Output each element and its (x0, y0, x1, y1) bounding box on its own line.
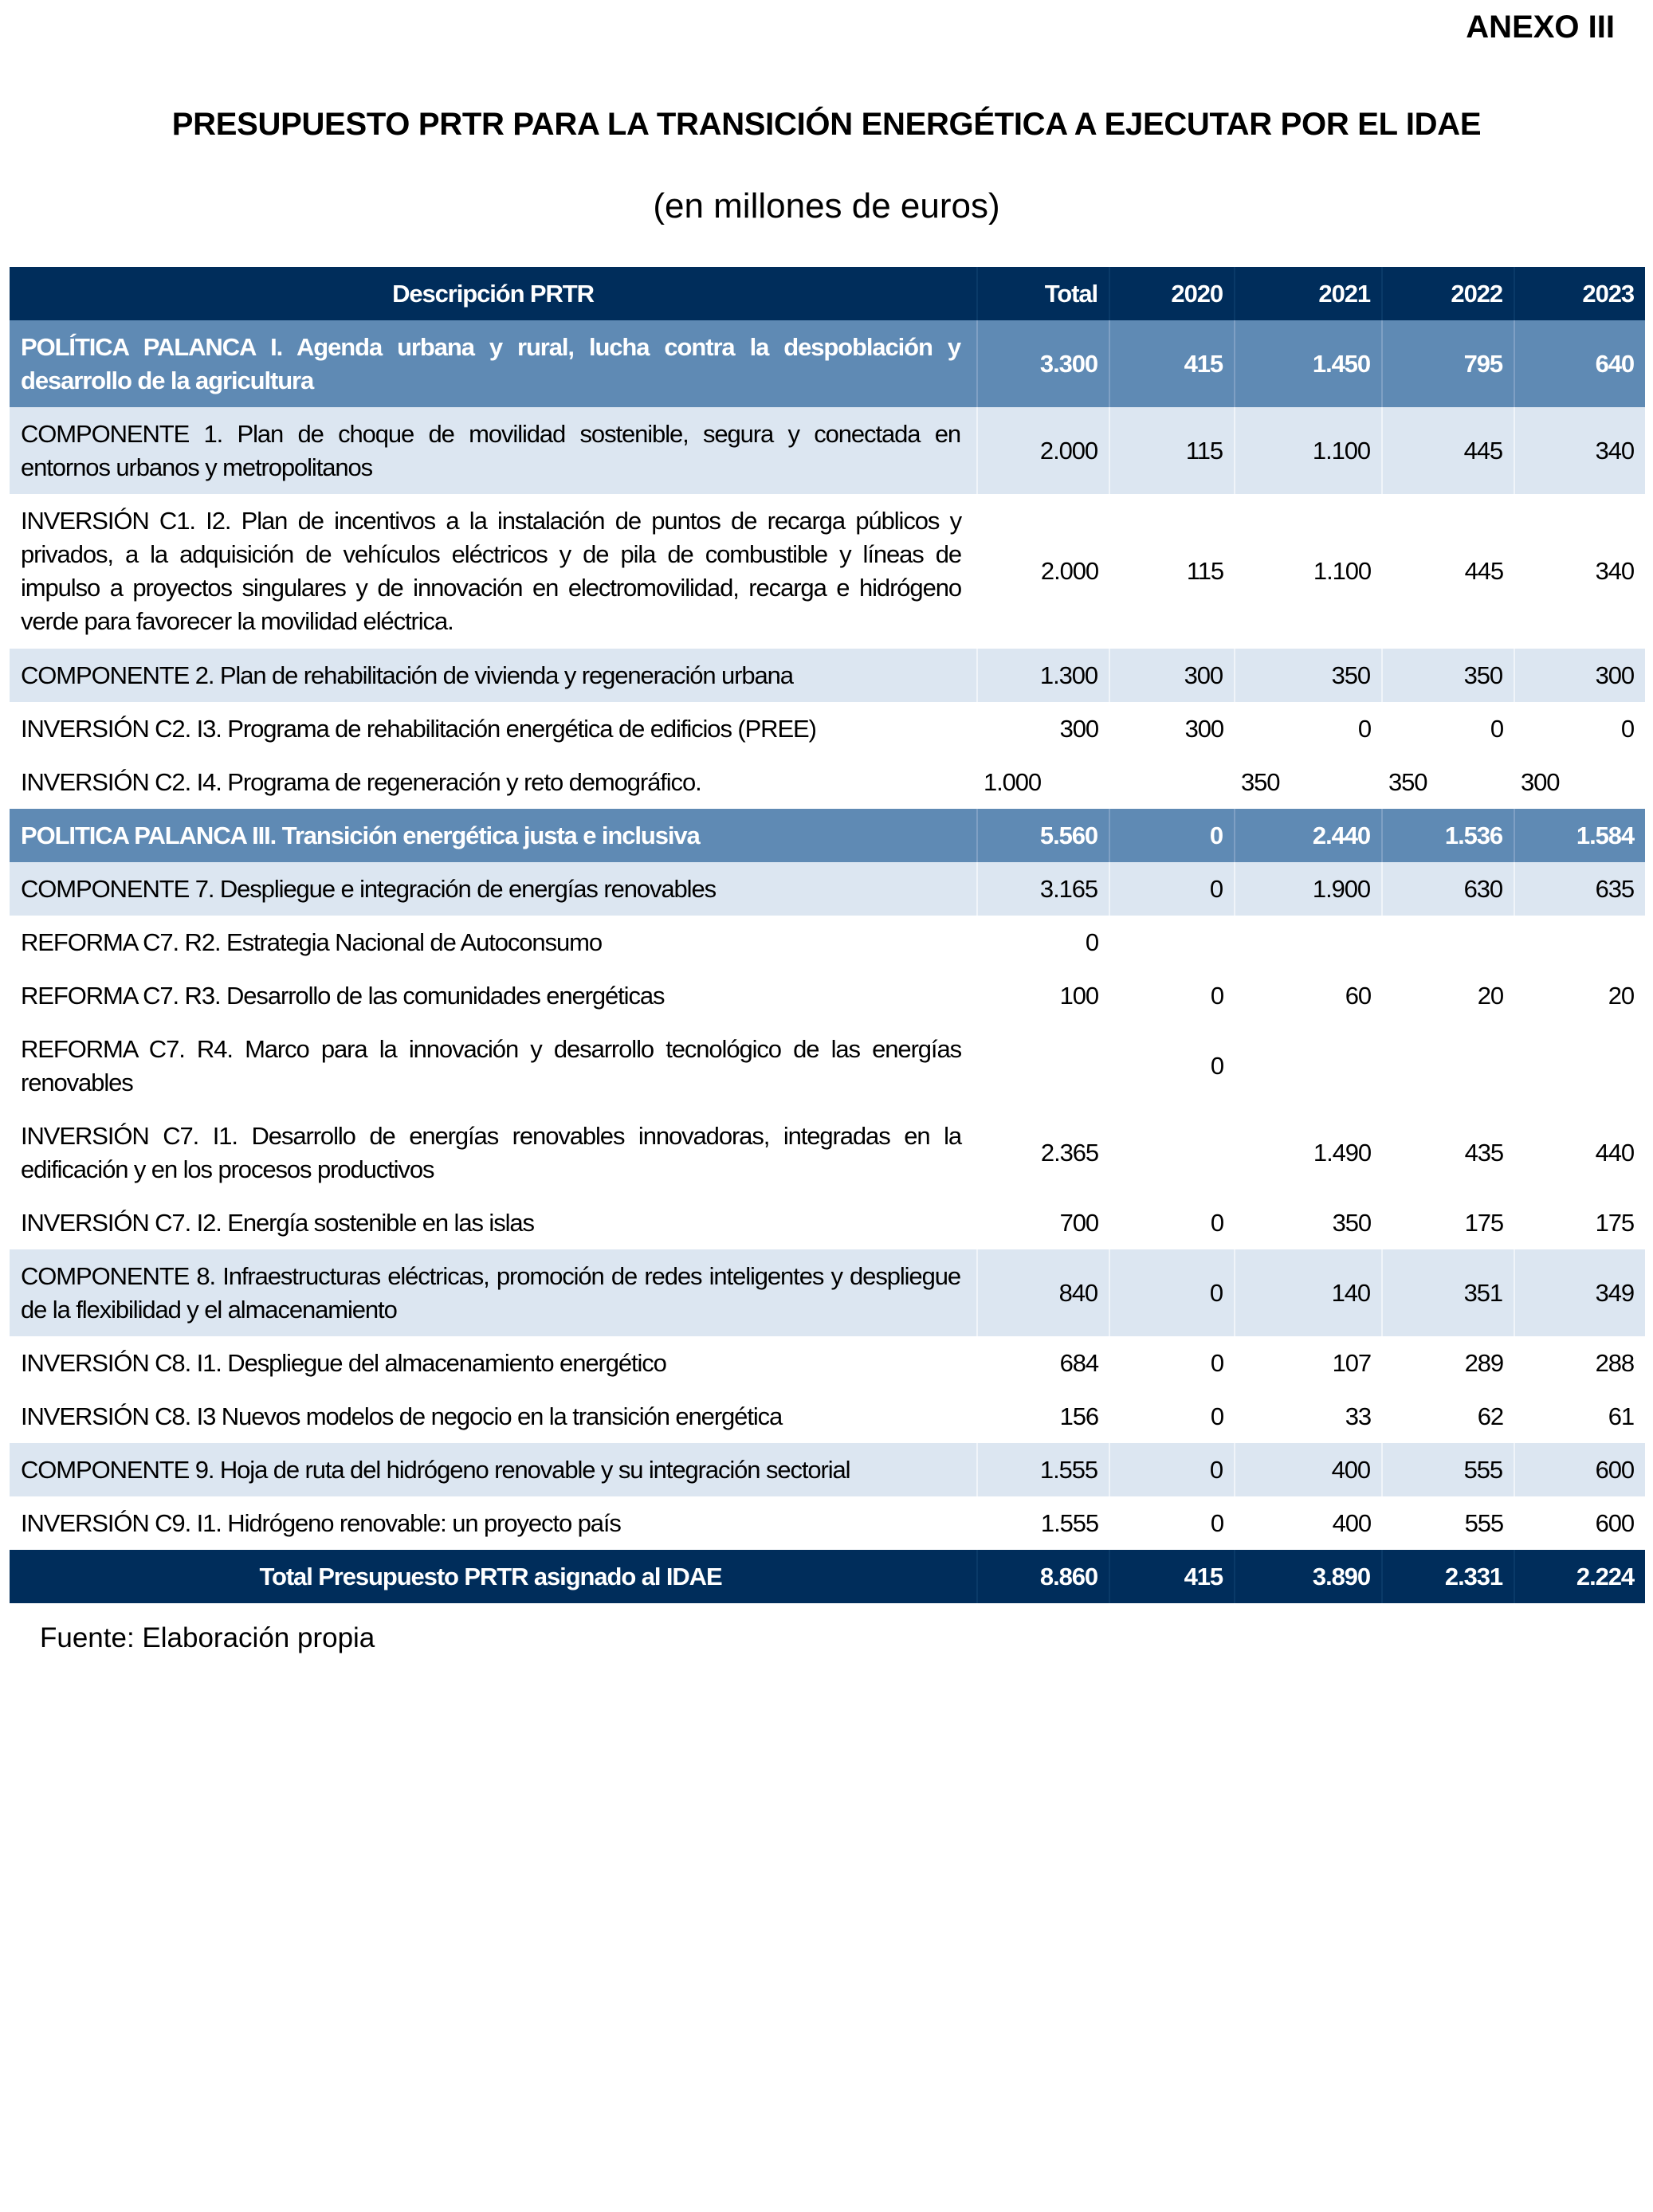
value-2023: 2.224 (1514, 1550, 1645, 1603)
budget-table (10, 267, 1645, 1603)
row-description: REFORMA C7. R4. Marco para la innovación y desarrollo tecnológico de las energías renovables (21, 1034, 961, 1096)
row-description: INVERSIÓN C8. I3 Nuevos modelos de negocio en la transición energética (21, 1402, 783, 1430)
value-2021: 60 (1345, 981, 1371, 1010)
value-2020: 0 (1109, 862, 1235, 916)
row-description: INVERSIÓN C2. I4. Programa de regeneración y reto demográfico. (21, 767, 701, 796)
value-total: 2.000 (1040, 557, 1098, 585)
total-row (10, 1550, 1645, 1603)
table-row (10, 1196, 1645, 1249)
value-2022: 1.536 (1382, 809, 1514, 862)
header-total: Total (977, 267, 1109, 320)
row-description: COMPONENTE 7. Despliegue e integración de energías renovables (10, 862, 977, 916)
table-header-row (10, 267, 1645, 320)
value-2022: 555 (1464, 1508, 1503, 1537)
value-2022: 350 (1388, 767, 1427, 796)
value-total: 684 (1059, 1348, 1098, 1377)
value-2022: 2.331 (1382, 1550, 1514, 1603)
value-2021: 1.100 (1313, 557, 1371, 585)
value-total: 156 (1059, 1402, 1098, 1430)
source-note: Fuente: Elaboración propia (40, 1622, 375, 1653)
value-2020: 0 (1210, 1402, 1223, 1430)
row-description: INVERSIÓN C7. I1. Desarrollo de energías renovables innovadoras, integradas en la edificación y en los procesos productivos (21, 1121, 961, 1183)
value-2020: 0 (1210, 1508, 1223, 1537)
table-row (10, 702, 1645, 755)
value-2023: 300 (1514, 649, 1645, 702)
value-2022: 351 (1382, 1249, 1514, 1336)
table-row (10, 649, 1645, 702)
table-row (10, 916, 1645, 969)
value-2020: 300 (1109, 649, 1235, 702)
value-2023: 300 (1521, 767, 1560, 796)
table-row (10, 1022, 1645, 1109)
value-total (977, 1022, 1109, 1109)
value-total: 3.300 (977, 320, 1109, 407)
header-description: Descripción PRTR (10, 267, 977, 320)
value-2023 (1514, 1022, 1645, 1109)
value-2023: 600 (1595, 1508, 1634, 1537)
row-description: INVERSIÓN C8. I1. Despliegue del almacenamiento energético (21, 1348, 666, 1377)
value-2022: 445 (1464, 557, 1503, 585)
table-row (10, 320, 1645, 407)
value-2021 (1235, 1022, 1382, 1109)
table-row (10, 1496, 1645, 1550)
value-2021: 107 (1332, 1348, 1371, 1377)
value-2021 (1235, 916, 1382, 969)
row-description: INVERSIÓN C1. I2. Plan de incentivos a la instalación de puntos de recarga públicos y privados, a la adquisición de vehículos eléctricos y de pila de combustible y líneas de impulso a proyectos singulares y de innovación en electromovilidad, recarga e hidrógeno verde para favorecer la movilidad eléctrica. (21, 507, 961, 635)
value-2021: 1.450 (1235, 320, 1382, 407)
table-row (10, 969, 1645, 1022)
table-row (10, 1249, 1645, 1336)
table-row (10, 407, 1645, 494)
value-2023: 440 (1595, 1138, 1634, 1167)
value-2023: 635 (1514, 862, 1645, 916)
value-2020: 0 (1109, 809, 1235, 862)
value-2023: 600 (1514, 1443, 1645, 1496)
page-title: PRESUPUESTO PRTR PARA LA TRANSICIÓN ENERGÉTICA A EJECUTAR POR EL IDAE (171, 107, 1482, 142)
value-2020: 415 (1109, 320, 1235, 407)
page-subtitle: (en millones de euros) (653, 186, 1000, 226)
header-2021: 2021 (1235, 267, 1382, 320)
value-2021: 0 (1357, 714, 1371, 743)
value-2021: 400 (1332, 1508, 1371, 1537)
value-total: 5.560 (977, 809, 1109, 862)
row-description: POLÍTICA PALANCA I. Agenda urbana y rural, lucha contra la despoblación y desarrollo de la agricultura (10, 320, 977, 407)
value-2020: 0 (1210, 1208, 1223, 1237)
header-2023: 2023 (1514, 267, 1645, 320)
header-2020: 2020 (1109, 267, 1235, 320)
value-2021: 3.890 (1235, 1550, 1382, 1603)
row-description: COMPONENTE 1. Plan de choque de movilidad sostenible, segura y conectada en entornos urbanos y metropolitanos (10, 407, 977, 494)
value-2021: 400 (1235, 1443, 1382, 1496)
value-2022: 0 (1490, 714, 1503, 743)
table-row (10, 494, 1645, 649)
value-total: 1.000 (984, 767, 1042, 796)
value-2020 (1109, 1109, 1235, 1196)
value-total: 700 (1059, 1208, 1098, 1237)
value-2021: 33 (1345, 1402, 1371, 1430)
value-2022: 62 (1477, 1402, 1503, 1430)
value-2020: 0 (1210, 1051, 1223, 1080)
value-2020: 300 (1184, 714, 1223, 743)
value-2023: 640 (1514, 320, 1645, 407)
value-2022: 289 (1464, 1348, 1503, 1377)
row-description: POLITICA PALANCA III. Transición energética justa e inclusiva (10, 809, 977, 862)
value-2021: 1.900 (1235, 862, 1382, 916)
value-2022: 445 (1382, 407, 1514, 494)
value-2023: 340 (1595, 557, 1634, 585)
value-2023: 1.584 (1514, 809, 1645, 862)
value-2023: 349 (1514, 1249, 1645, 1336)
row-description: COMPONENTE 8. Infraestructuras eléctricas, promoción de redes inteligentes y despliegue de la flexibilidad y el almacenamiento (10, 1249, 977, 1336)
table-row (10, 755, 1645, 809)
value-total: 0 (1085, 928, 1098, 956)
value-2023: 0 (1620, 714, 1634, 743)
table-row (10, 1390, 1645, 1443)
value-2022: 795 (1382, 320, 1514, 407)
value-total: 2.365 (1040, 1138, 1098, 1167)
value-total: 1.300 (977, 649, 1109, 702)
value-2022: 175 (1464, 1208, 1503, 1237)
row-description: REFORMA C7. R2. Estrategia Nacional de Autoconsumo (21, 928, 602, 956)
table-row (10, 809, 1645, 862)
row-description: Total Presupuesto PRTR asignado al IDAE (10, 1550, 977, 1603)
value-2021: 140 (1235, 1249, 1382, 1336)
value-2022: 435 (1464, 1138, 1503, 1167)
value-2020: 115 (1186, 557, 1223, 585)
value-2022: 350 (1382, 649, 1514, 702)
table-row (10, 1443, 1645, 1496)
value-total: 1.555 (1040, 1508, 1098, 1537)
value-2023: 340 (1514, 407, 1645, 494)
value-2020: 115 (1109, 407, 1235, 494)
value-2023: 61 (1608, 1402, 1634, 1430)
value-2023: 175 (1595, 1208, 1634, 1237)
table-row (10, 1336, 1645, 1390)
row-description: COMPONENTE 2. Plan de rehabilitación de vivienda y regeneración urbana (10, 649, 977, 702)
value-2021: 2.440 (1235, 809, 1382, 862)
value-2021: 350 (1235, 649, 1382, 702)
value-total: 840 (977, 1249, 1109, 1336)
value-2022 (1382, 916, 1514, 969)
value-2020 (1109, 916, 1235, 969)
value-2021: 350 (1332, 1208, 1371, 1237)
row-description: INVERSIÓN C7. I2. Energía sostenible en las islas (21, 1208, 534, 1237)
table-row (10, 862, 1645, 916)
value-2023: 20 (1608, 981, 1634, 1010)
annex-label: ANEXO III (1466, 10, 1615, 45)
value-2022: 20 (1477, 981, 1503, 1010)
row-description: INVERSIÓN C9. I1. Hidrógeno renovable: un proyecto país (21, 1508, 621, 1537)
value-2023 (1514, 916, 1645, 969)
value-total: 1.555 (977, 1443, 1109, 1496)
value-2022: 555 (1382, 1443, 1514, 1496)
value-total: 8.860 (977, 1550, 1109, 1603)
row-description: INVERSIÓN C2. I3. Programa de rehabilitación energética de edificios (PREE) (21, 714, 816, 743)
header-2022: 2022 (1382, 267, 1514, 320)
value-2021: 1.490 (1313, 1138, 1371, 1167)
value-2020: 0 (1109, 1249, 1235, 1336)
value-total: 100 (1059, 981, 1098, 1010)
row-description: REFORMA C7. R3. Desarrollo de las comunidades energéticas (21, 981, 665, 1010)
value-total: 300 (1059, 714, 1098, 743)
value-total: 3.165 (977, 862, 1109, 916)
value-2020 (1109, 755, 1235, 809)
value-2021: 350 (1241, 767, 1280, 796)
row-description: COMPONENTE 9. Hoja de ruta del hidrógeno renovable y su integración sectorial (10, 1443, 977, 1496)
value-total: 2.000 (977, 407, 1109, 494)
value-2021: 1.100 (1235, 407, 1382, 494)
value-2023: 288 (1595, 1348, 1634, 1377)
value-2022: 630 (1382, 862, 1514, 916)
value-2020: 0 (1210, 1348, 1223, 1377)
value-2020: 0 (1109, 1443, 1235, 1496)
table-row (10, 1109, 1645, 1196)
value-2020: 415 (1109, 1550, 1235, 1603)
value-2022 (1382, 1022, 1514, 1109)
value-2020: 0 (1210, 981, 1223, 1010)
